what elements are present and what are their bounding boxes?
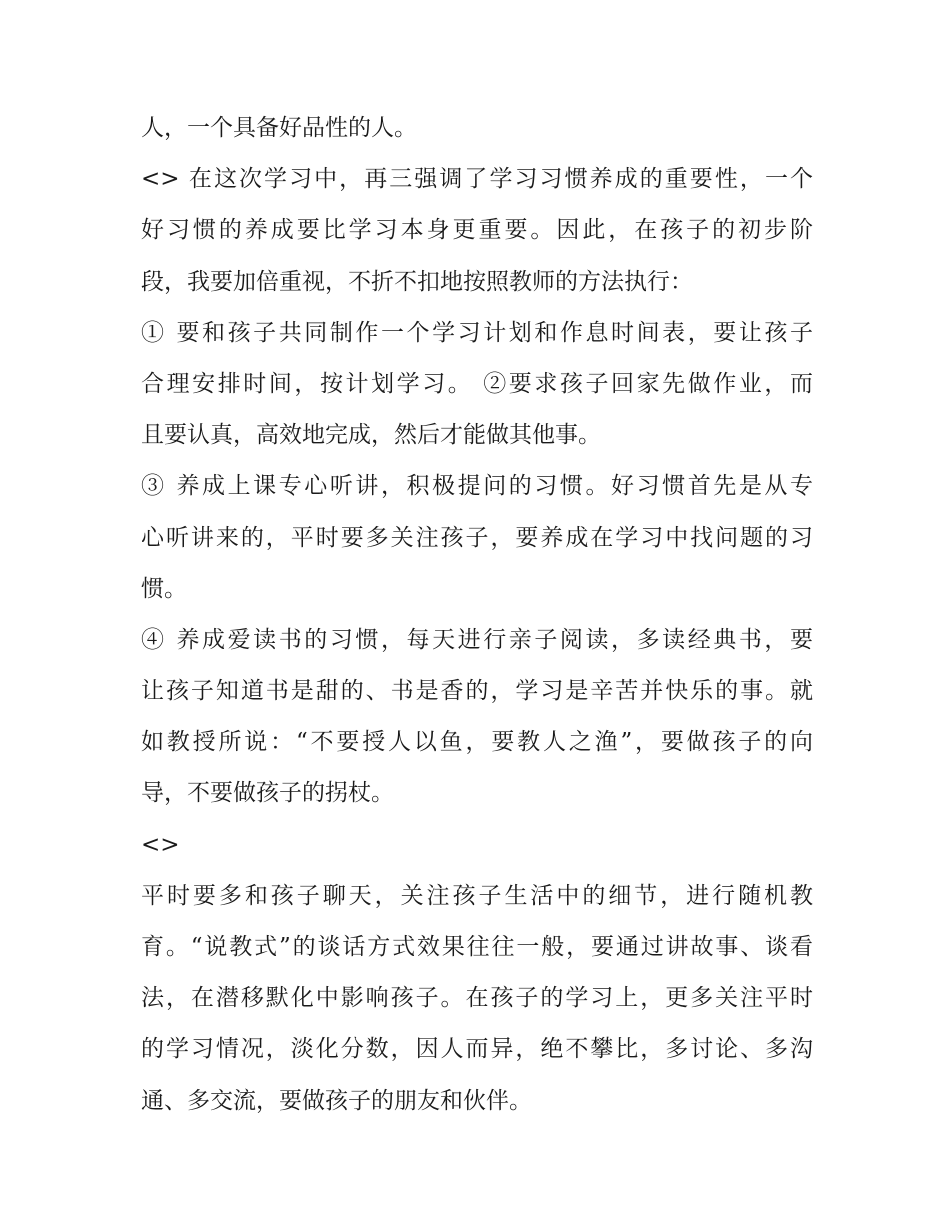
text-line: 心听讲来的，平时要多关注孩子，要养成在学习中找问题的习 [141, 524, 813, 551]
text-line: 平时要多和孩子聊天，关注孩子生活中的细节，进行随机教 [141, 882, 813, 909]
text-line: 好习惯的养成要比学习本身更重要。因此，在孩子的初步阶 [141, 217, 813, 244]
body-text [141, 103, 813, 1127]
text-line: 且要认真，高效地完成，然后才能做其他事。 [141, 422, 601, 449]
text-line: 合理安排时间，按计划学习。 ②要求孩子回家先做作业，而 [141, 370, 813, 397]
text-line: 让孩子知道书是甜的、书是香的，学习是辛苦并快乐的事。就 [141, 678, 813, 705]
text-line: 的学习情况，淡化分数，因人而异，绝不攀比，多讨论、多沟 [141, 1036, 813, 1063]
text-line: 导，不要做孩子的拐杖。 [141, 780, 394, 807]
text-line: 人，一个具备好品性的人。 [141, 115, 417, 141]
paragraph-3 [141, 308, 813, 462]
paragraph-5 [141, 615, 813, 820]
text-line: 法，在潜移默化中影响孩子。在孩子的学习上，更多关注平时 [141, 985, 813, 1012]
text-line: 惯。 [141, 575, 187, 602]
text-line: ① 要和孩子共同制作一个学习计划和作息时间表，要让孩子 [141, 319, 813, 346]
text-line: ③ 养成上课专心听讲，积极提问的习惯。好习惯首先是从专 [141, 473, 813, 500]
paragraph-1 [141, 103, 813, 154]
paragraph-2 [141, 154, 813, 308]
text-line: 育。“说教式”的谈话方式效果往往一般，要通过讲故事、谈看 [141, 934, 813, 960]
text-line: <> [141, 831, 180, 858]
text-line: 段，我要加倍重视，不折不扣地按照教师的方法执行： [141, 268, 693, 295]
paragraph-4 [141, 461, 813, 615]
paragraph-6 [141, 820, 813, 871]
text-line: ④ 养成爱读书的习惯，每天进行亲子阅读，多读经典书，要 [141, 626, 813, 653]
text-line: <> 在这次学习中，再三强调了学习习惯养成的重要性，一个 [141, 166, 813, 193]
paragraph-7 [141, 871, 813, 1127]
text-line: 通、多交流，要做孩子的朋友和伙伴。 [141, 1087, 532, 1114]
text-line: 如教授所说：“不要授人以鱼，要教人之渔”，要做孩子的向 [141, 729, 813, 756]
